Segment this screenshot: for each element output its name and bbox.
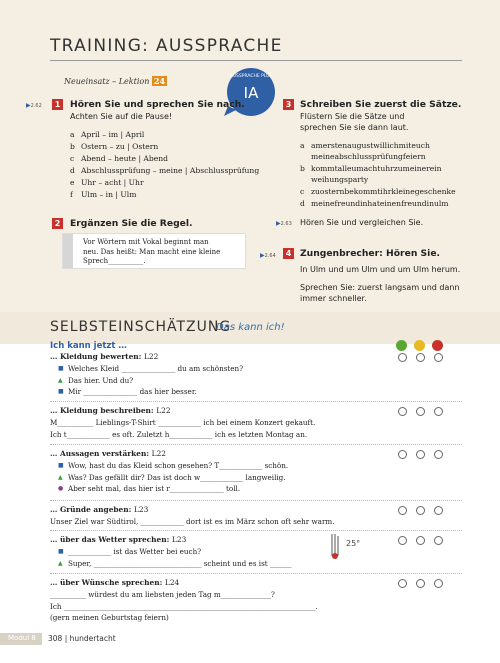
exercise-2-title: Ergänzen Sie die Regel.: [70, 218, 193, 229]
list-item: a April – im | April: [70, 130, 145, 139]
list-item: d Abschlussprüfung – meine | Abschlussprüfung: [70, 166, 260, 175]
rating-good-checkbox[interactable]: [398, 579, 407, 588]
play-icon: ▶: [260, 252, 265, 259]
rule-box: [63, 234, 245, 268]
rating-ok-checkbox[interactable]: [416, 506, 425, 515]
exercise-3-number: 3: [283, 99, 294, 110]
rating-bad-checkbox[interactable]: [434, 579, 443, 588]
rating-good-checkbox[interactable]: [398, 506, 407, 515]
list-item: a amerstenaugustwillichmiteuch: [300, 141, 430, 150]
rating-bad-checkbox[interactable]: [434, 407, 443, 416]
exercise-4-instr2: immer schneller.: [300, 294, 367, 303]
list-item: b Ostern – zu | Ostern: [70, 142, 159, 151]
thermometer-icon: [328, 532, 372, 560]
fill-in-sentence[interactable]: Das hier. Und du?: [68, 375, 134, 385]
section-separator: [50, 500, 462, 501]
badge-ia-text: IA: [243, 84, 259, 102]
neuanfang-label: Neueinsatz – Lektion: [64, 77, 150, 86]
page-title: TRAINING: AUSSPRACHE: [50, 36, 283, 56]
rating-bad-checkbox[interactable]: [434, 353, 443, 362]
can-do-heading-item: … Kleidung beschreiben: L22: [50, 406, 171, 415]
rating-ok-checkbox[interactable]: [416, 407, 425, 416]
exercise-1-number: 1: [52, 99, 63, 110]
exercise-4-number: 4: [283, 248, 294, 259]
page-number-footer: [48, 634, 116, 643]
rating-ok-checkbox[interactable]: [416, 579, 425, 588]
list-item: c zuosternbekommtihrkleinegeschenke: [300, 187, 456, 196]
square-marker-icon: ■: [58, 365, 64, 372]
exercise-1-subtitle: Achten Sie auf die Pause!: [70, 112, 173, 121]
audio-track-4[interactable]: ▶2.64: [260, 252, 276, 259]
section-subtitle: Das kann ich!: [216, 322, 285, 333]
list-item: meineabschlussprüfungfeiern: [311, 152, 426, 161]
fill-in-sentence[interactable]: Welches Kleid _______________ du am schönsten?: [68, 364, 244, 373]
exercise-4-title: Zungenbrecher: Hören Sie.: [300, 248, 441, 259]
can-do-heading-item: … über das Wetter sprechen: L23: [50, 535, 187, 544]
list-item: f Ulm – in | Ulm: [70, 190, 137, 199]
green-dot-icon: [396, 340, 407, 351]
fill-in-sentence[interactable]: Ich t____________ es oft. Zuletzt h____________ ich es letzten Montag an.: [50, 429, 308, 439]
section-separator: [50, 401, 462, 402]
triangle-marker-icon: ▲: [58, 559, 63, 567]
badge-arc-text: AUSSPRACHE PLUS: [229, 74, 273, 79]
rating-bad-checkbox[interactable]: [434, 450, 443, 459]
module-tab: Modul 8: [0, 633, 42, 645]
yellow-dot-icon: [414, 340, 425, 351]
triangle-marker-icon: ▲: [58, 376, 63, 384]
page-word: hundertacht: [69, 634, 116, 643]
fill-in-sentence[interactable]: Aber seht mal, das hier ist r_______________ toll.: [68, 484, 241, 493]
thermometer-reading: 25°: [346, 539, 361, 548]
aussprache-plus-badge: [222, 66, 280, 118]
fill-in-sentence[interactable]: M__________ Lieblings-T-Shirt ____________ ich bei einem Konzert gekauft.: [50, 418, 316, 427]
tongue-twister: In Ulm und um Ulm und um Ulm herum.: [300, 265, 461, 274]
page-number: 308: [48, 634, 63, 643]
exercise-3-sub2: sprechen Sie sie dann laut.: [300, 123, 409, 132]
circle-marker-icon: ●: [58, 485, 64, 492]
list-item: weihungsparty: [311, 175, 369, 184]
can-do-heading-item: … Kleidung bewerten: L22: [50, 352, 159, 361]
list-item: e Uhr – acht | Uhr: [70, 178, 144, 187]
list-item: d meinefreundinhateinenfreundinulm: [300, 199, 449, 208]
rule-text: Vor Wörtern mit Vokal beginnt man neu. Das heißt: Man macht eine kleine Sprech__________.: [83, 238, 243, 267]
rule-blank[interactable]: Sprech__________.: [83, 257, 146, 265]
lesson-badge: 24: [153, 76, 166, 86]
play-icon: ▶: [276, 220, 281, 227]
rule-box-strip: [63, 234, 73, 268]
rating-ok-checkbox[interactable]: [416, 450, 425, 459]
rating-good-checkbox[interactable]: [398, 353, 407, 362]
exercise-1-title: Hören Sie und sprechen Sie nach.: [70, 99, 245, 110]
rating-good-checkbox[interactable]: [398, 536, 407, 545]
red-dot-icon: [432, 340, 443, 351]
play-icon: ▶: [26, 102, 31, 109]
fill-in-sentence[interactable]: Super, ______________________________ scheint und es ist ______: [68, 558, 292, 568]
footer-divider: |: [64, 634, 68, 643]
audio-track-1[interactable]: ▶2.62: [26, 102, 42, 109]
fill-in-sentence[interactable]: ____________ ist das Wetter bei euch?: [68, 547, 202, 556]
fill-in-sentence[interactable]: (gern meinen Geburtstag feiern): [50, 613, 169, 622]
rating-good-checkbox[interactable]: [398, 450, 407, 459]
section-title: SELBSTEINSCHÄTZUNG: [50, 319, 232, 335]
can-do-heading-item: … Gründe angeben: L23: [50, 505, 149, 514]
fill-in-sentence[interactable]: Wow, hast du das Kleid schon gesehen? T____________ schön.: [68, 461, 289, 470]
rating-ok-checkbox[interactable]: [416, 353, 425, 362]
exercise-3-title: Schreiben Sie zuerst die Sätze.: [300, 99, 462, 110]
neuanfang-line: [64, 76, 167, 86]
audio-track-3[interactable]: ▶2.63: [276, 220, 292, 227]
triangle-marker-icon: ▲: [58, 473, 63, 481]
section-separator: [50, 573, 462, 574]
section-separator: [50, 444, 462, 445]
section-separator: [50, 530, 462, 531]
square-marker-icon: ■: [58, 548, 64, 555]
rating-bad-checkbox[interactable]: [434, 536, 443, 545]
rating-ok-checkbox[interactable]: [416, 536, 425, 545]
fill-in-sentence[interactable]: Unser Ziel war Südtirol, ____________ dort ist es im März schon oft sehr warm.: [50, 517, 335, 526]
square-marker-icon: ■: [58, 388, 64, 395]
list-item: b kommtalleumachtuhrzumeinerein: [300, 164, 442, 173]
square-marker-icon: ■: [58, 462, 64, 469]
can-do-heading: Ich kann jetzt …: [50, 341, 127, 351]
exercise-3-sub1: Flüstern Sie die Sätze und: [300, 112, 405, 121]
list-item: c Abend – heute | Abend: [70, 154, 169, 163]
exercise-3-listen: Hören Sie und vergleichen Sie.: [300, 218, 424, 227]
exercise-4-instr1: Sprechen Sie: zuerst langsam und dann: [300, 283, 460, 292]
can-do-heading-item: … über Wünsche sprechen: L24: [50, 578, 180, 587]
rating-bad-checkbox[interactable]: [434, 506, 443, 515]
fill-in-sentence[interactable]: __________ würdest du am liebsten jeden Tag m______________?: [50, 590, 275, 599]
rating-good-checkbox[interactable]: [398, 407, 407, 416]
fill-in-sentence[interactable]: Ich ______________________________________________________________________.: [50, 601, 318, 611]
exercise-2-number: 2: [52, 218, 63, 229]
fill-in-sentence[interactable]: Was? Das gefällt dir? Das ist doch w____________ langweilig.: [68, 472, 286, 482]
fill-in-sentence[interactable]: Mir _______________ das hier besser.: [68, 387, 197, 396]
can-do-heading-item: … Aussagen verstärken: L22: [50, 449, 166, 458]
title-rule: [50, 60, 462, 61]
